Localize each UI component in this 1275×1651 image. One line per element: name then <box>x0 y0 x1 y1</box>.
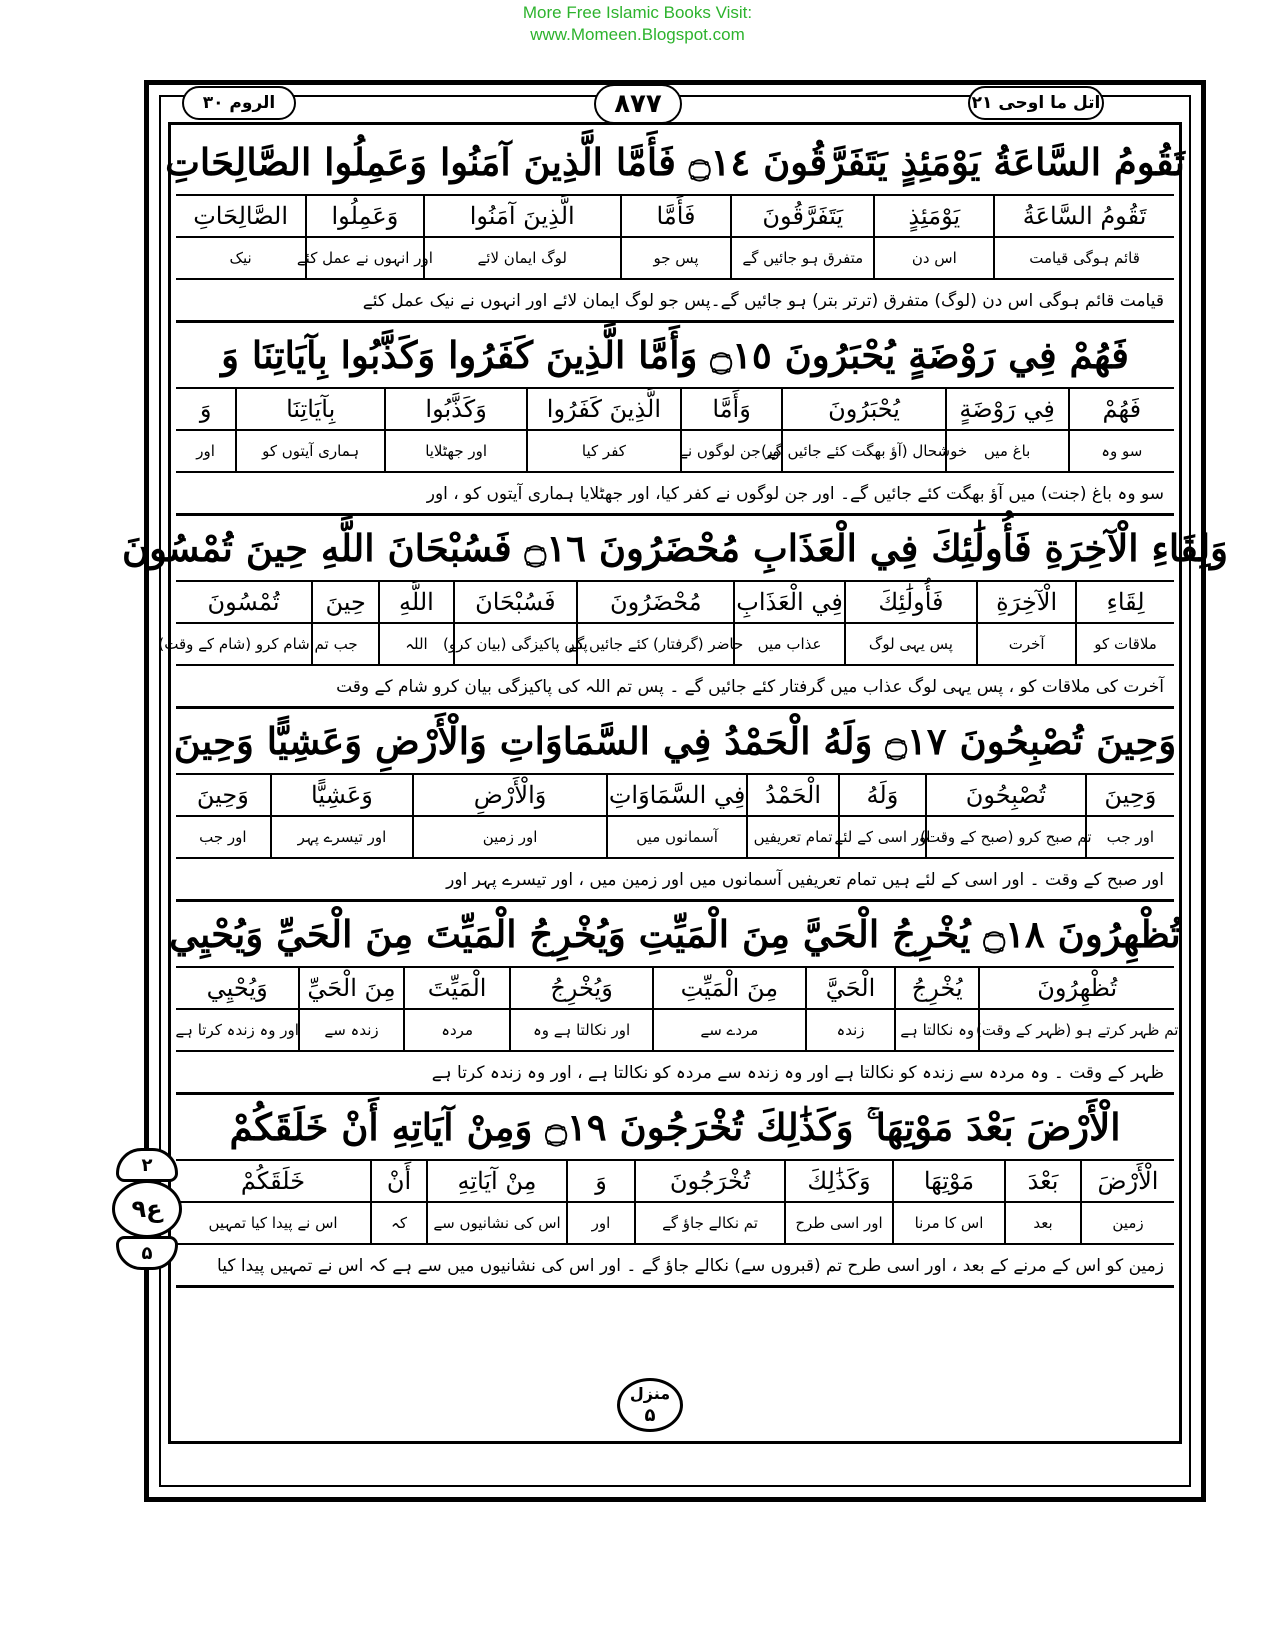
urdu-word-meaning: تم شام کرو (شام کے وقت) <box>158 635 329 653</box>
word-row-urdu <box>175 1010 1179 1052</box>
arabic-word: وَعَشِيًّا <box>270 775 413 815</box>
urdu-word-meaning: ہماری آیتوں کو <box>235 431 384 471</box>
arabic-word: تُظْهِرُونَ <box>978 968 1174 1008</box>
arabic-word: بَعْدَ <box>1004 1161 1080 1201</box>
word-row-urdu <box>176 1203 1174 1245</box>
urdu-word-meaning: اللہ <box>378 624 452 664</box>
urdu-word-meaning: آسمانوں میں <box>606 817 746 857</box>
urdu-word-meaning: آخرت <box>976 624 1075 664</box>
arabic-verse-line: تَقُومُ السَّاعَةُ يَوْمَئِذٍ يَتَفَرَّقُونَ ۝١٤ فَأَمَّا الَّذِينَ آمَنُوا وَعَمِلُوا الصَّالِحَاتِ <box>176 130 1174 196</box>
word-row-arabic <box>176 775 1174 817</box>
urdu-word-meaning: کہ <box>370 1203 426 1243</box>
ruku-count-bottom: ۵ <box>116 1236 178 1270</box>
arabic-word: الْآخِرَةِ <box>976 582 1075 622</box>
urdu-word-meaning: ملاقات کو <box>1075 624 1174 664</box>
arabic-word: فَهُمْ <box>1068 389 1174 429</box>
urdu-translation-line: آخرت کی ملاقات کو ، پس یہی لوگ عذاب میں گرفتار کئے جائیں گے ۔ پس تم اللہ کی پاکیزگی بیان کرو شام کے وقت <box>336 676 1164 697</box>
urdu-word-meaning: بعد <box>1004 1203 1080 1243</box>
urdu-translation-line: ظہر کے وقت ۔ وہ مردہ سے زندہ کو نکالتا ہے اور وہ زندہ سے مردہ کو نکالتا ہے ، اور وہ زندہ کرتا ہے <box>431 1062 1164 1083</box>
arabic-word: فَسُبْحَانَ <box>453 582 577 622</box>
urdu-word-meaning: باغ میں <box>945 431 1068 471</box>
arabic-word: تَقُومُ السَّاعَةُ <box>993 196 1174 236</box>
urdu-translation-line: قیامت قائم ہوگی اس دن (لوگ) متفرق (ترتر بتر) ہو جائیں گے۔پس جو لوگ ایمان لائے اور انہوں نے نیک عمل کئے <box>362 290 1164 311</box>
arabic-word: مِنْ آيَاتِهِ <box>426 1161 566 1201</box>
manzil-number: ۵ <box>644 1405 656 1426</box>
arabic-word: حِينَ <box>311 582 378 622</box>
verse-block <box>165 130 1185 323</box>
arabic-word: لِقَاءِ <box>1075 582 1174 622</box>
urdu-word-meaning: اس کا مرنا <box>892 1203 1004 1243</box>
urdu-word-meaning: قائم ہوگی قیامت <box>993 238 1174 278</box>
arabic-word: فَأَمَّا <box>620 196 730 236</box>
verse-block <box>173 709 1177 902</box>
arabic-word: وَعَمِلُوا <box>305 196 422 236</box>
arabic-word: وَيُحْيِي <box>206 974 268 1002</box>
arabic-word: الْأَرْضَ <box>1080 1161 1174 1201</box>
urdu-word-meaning: اور جب <box>199 828 247 846</box>
arabic-word: الْحَمْدُ <box>746 775 838 815</box>
urdu-word-meaning: سو وہ <box>1068 431 1174 471</box>
urdu-word-meaning: اس کی نشانیوں سے <box>426 1203 566 1243</box>
urdu-word-meaning: تم نکالے جاؤ گے <box>634 1203 784 1243</box>
urdu-word-meaning: زندہ سے <box>298 1010 402 1050</box>
urdu-word-meaning: نیک <box>229 249 252 267</box>
verse-block <box>121 516 1228 709</box>
promo-line-2[interactable]: www.Momeen.Blogspot.com <box>530 25 745 44</box>
arabic-word: وَالْأَرْضِ <box>412 775 606 815</box>
arabic-word: الْمَيِّتَ <box>403 968 510 1008</box>
arabic-word: الَّذِينَ كَفَرُوا <box>526 389 680 429</box>
verse-block <box>169 902 1181 1095</box>
word-row-arabic <box>176 1161 1174 1203</box>
urdu-word-meaning: اور زمین <box>412 817 606 857</box>
arabic-word: بِآيَاتِنَا <box>235 389 384 429</box>
word-row-urdu <box>176 431 1174 473</box>
word-row-arabic <box>176 968 1174 1010</box>
arabic-word: فِي السَّمَاوَاتِ <box>606 775 746 815</box>
arabic-word: أَنْ <box>370 1161 426 1201</box>
urdu-word-meaning: خوشحال (آؤ بھگت کئے جائیں گے) <box>781 431 944 471</box>
arabic-word: وَكَذَّبُوا <box>384 389 526 429</box>
urdu-translation-line: سو وہ باغ (جنت) میں آؤ بھگت کئے جائیں گے۔ اور جن لوگوں نے کفر کیا، اور جھٹلایا ہماری آیتوں کو ، اور <box>426 483 1164 504</box>
arabic-word: فِي الْعَذَابِ <box>733 582 843 622</box>
urdu-word-meaning: مردہ <box>403 1010 510 1050</box>
arabic-word: مُحْضَرُونَ <box>576 582 733 622</box>
word-row-urdu <box>158 624 1174 666</box>
manzil-label: منزل <box>629 1384 671 1403</box>
urdu-word-meaning: پس پاکیزگی (بیان کرو) <box>453 624 577 664</box>
arabic-word: يُخْرِجُ <box>894 968 978 1008</box>
arabic-word: وَكَذَٰلِكَ <box>784 1161 892 1201</box>
arabic-word: مِنَ الْمَيِّتِ <box>652 968 805 1008</box>
urdu-word-meaning: متفرق ہو جائیں گے <box>730 238 873 278</box>
urdu-word-meaning: اس دن <box>873 238 993 278</box>
urdu-word-meaning: اور اسی کے لئے <box>838 817 925 857</box>
arabic-word: تُمْسُونَ <box>207 588 280 616</box>
page-number: ۸۷۷ <box>594 84 682 124</box>
arabic-word: تُخْرَجُونَ <box>634 1161 784 1201</box>
urdu-word-meaning: تم صبح کرو (صبح کے وقت) <box>925 817 1085 857</box>
arabic-word: يَتَفَرَّقُونَ <box>730 196 873 236</box>
arabic-word: خَلَقَكُمْ <box>240 1167 306 1195</box>
arabic-word: فِي رَوْضَةٍ <box>945 389 1068 429</box>
urdu-word-meaning: پس یہی لوگ <box>844 624 977 664</box>
urdu-word-meaning: زمین <box>1080 1203 1174 1243</box>
urdu-word-meaning: اور نکالتا ہے وہ <box>509 1010 651 1050</box>
promo-line-1: More Free Islamic Books Visit: <box>522 3 753 22</box>
ruku-marker: ع۹ <box>112 1180 182 1238</box>
arabic-word: الَّذِينَ آمَنُوا <box>423 196 620 236</box>
urdu-word-meaning: اور انہوں نے عمل کئے <box>305 238 422 278</box>
arabic-word: وَأَمَّا <box>680 389 782 429</box>
arabic-verse-line: تُظْهِرُونَ ۝١٨ يُخْرِجُ الْحَيَّ مِنَ الْمَيِّتِ وَيُخْرِجُ الْمَيِّتَ مِنَ الْحَيِّ وَيُحْيِي <box>176 902 1174 968</box>
arabic-word: الصَّالِحَاتِ <box>193 202 289 230</box>
urdu-word-meaning: اور جب <box>1085 817 1174 857</box>
word-row-arabic <box>176 582 1174 624</box>
arabic-word: تُصْبِحُونَ <box>925 775 1085 815</box>
promo-banner <box>0 2 1275 46</box>
urdu-word-meaning: اور جھٹلایا <box>384 431 526 471</box>
urdu-word-meaning: تمام تعریفیں <box>746 817 838 857</box>
arabic-word: وَلَهُ <box>838 775 925 815</box>
surah-name-label: الروم ۳۰ <box>182 86 296 120</box>
arabic-word: اللَّهِ <box>378 582 452 622</box>
arabic-word: يُحْبَرُونَ <box>781 389 944 429</box>
arabic-verse-line: الْأَرْضَ بَعْدَ مَوْتِهَا ۚ وَكَذَٰلِكَ تُخْرَجُونَ ۝١٩ وَمِنْ آيَاتِهِ أَنْ خَلَقَكُمْ <box>176 1095 1174 1161</box>
ruku-count-top: ۲ <box>116 1148 178 1182</box>
arabic-word: فَأُولَٰئِكَ <box>844 582 977 622</box>
manzil-marker <box>617 1378 683 1432</box>
urdu-translation-line: اور صبح کے وقت ۔ اور اسی کے لئے ہیں تمام تعریفیں آسمانوں میں اور زمین میں ، اور تیسرے پہر اور <box>446 869 1164 890</box>
arabic-word: يَوْمَئِذٍ <box>873 196 993 236</box>
urdu-word-meaning: مردے سے <box>652 1010 805 1050</box>
urdu-word-meaning: عذاب میں <box>733 624 843 664</box>
urdu-word-meaning: پس جو <box>620 238 730 278</box>
urdu-word-meaning: وہ نکالتا ہے <box>894 1010 978 1050</box>
para-name-label: اتل ما اوحی ۲۱ <box>968 86 1104 120</box>
urdu-word-meaning: کفر کیا <box>526 431 680 471</box>
urdu-word-meaning: زندہ <box>805 1010 894 1050</box>
arabic-verse-line: فَهُمْ فِي رَوْضَةٍ يُحْبَرُونَ ۝١٥ وَأَمَّا الَّذِينَ كَفَرُوا وَكَذَّبُوا بِآيَاتِنَا وَ <box>176 323 1174 389</box>
verse-block <box>176 323 1174 516</box>
arabic-word: وَحِينَ <box>196 781 249 809</box>
word-row-urdu <box>176 238 1174 280</box>
urdu-word-meaning: اس نے پیدا کیا تمہیں <box>208 1214 338 1232</box>
arabic-word: مَوْتِهَا <box>892 1161 1004 1201</box>
verse-block <box>176 1095 1174 1288</box>
urdu-word-meaning: لوگ ایمان لائے <box>423 238 620 278</box>
urdu-word-meaning: حاضر (گرفتار) کئے جائیں گے <box>576 624 733 664</box>
arabic-verse-line: وَحِينَ تُصْبِحُونَ ۝١٧ وَلَهُ الْحَمْدُ فِي السَّمَاوَاتِ وَالْأَرْضِ وَعَشِيًّا وَحِينَ <box>176 709 1174 775</box>
urdu-word-meaning: اور اسی طرح <box>784 1203 892 1243</box>
word-row-arabic <box>176 196 1174 238</box>
urdu-word-meaning: اور تیسرے پہر <box>270 817 413 857</box>
arabic-word: الْحَيَّ <box>805 968 894 1008</box>
urdu-word-meaning: جب <box>311 624 378 664</box>
urdu-word-meaning: اور وہ زندہ کرتا ہے <box>175 1021 299 1039</box>
word-row-urdu <box>176 817 1174 859</box>
urdu-translation-line: زمین کو اس کے مرنے کے بعد ، اور اسی طرح تم (قبروں سے) نکالے جاؤ گے ۔ اور اس کی نشانیوں میں سے ہے کہ اس نے تمہیں پیدا کیا <box>217 1255 1164 1276</box>
arabic-word: وَ <box>566 1161 634 1201</box>
word-row-arabic <box>176 389 1174 431</box>
urdu-word-meaning: اور <box>196 442 215 460</box>
arabic-verse-line: وَلِقَاءِ الْآخِرَةِ فَأُولَٰئِكَ فِي الْعَذَابِ مُحْضَرُونَ ۝١٦ فَسُبْحَانَ اللَّهِ حِينَ تُمْسُونَ <box>176 516 1174 582</box>
arabic-word: وَ <box>199 395 212 423</box>
arabic-word: وَيُخْرِجُ <box>509 968 651 1008</box>
arabic-word: وَحِينَ <box>1085 775 1174 815</box>
urdu-word-meaning: اور <box>566 1203 634 1243</box>
urdu-word-meaning: تم ظہر کرتے ہو (ظہر کے وقت) <box>978 1010 1174 1050</box>
arabic-word: مِنَ الْحَيِّ <box>298 968 402 1008</box>
urdu-word-meaning: اور جن لوگوں نے <box>680 431 782 471</box>
